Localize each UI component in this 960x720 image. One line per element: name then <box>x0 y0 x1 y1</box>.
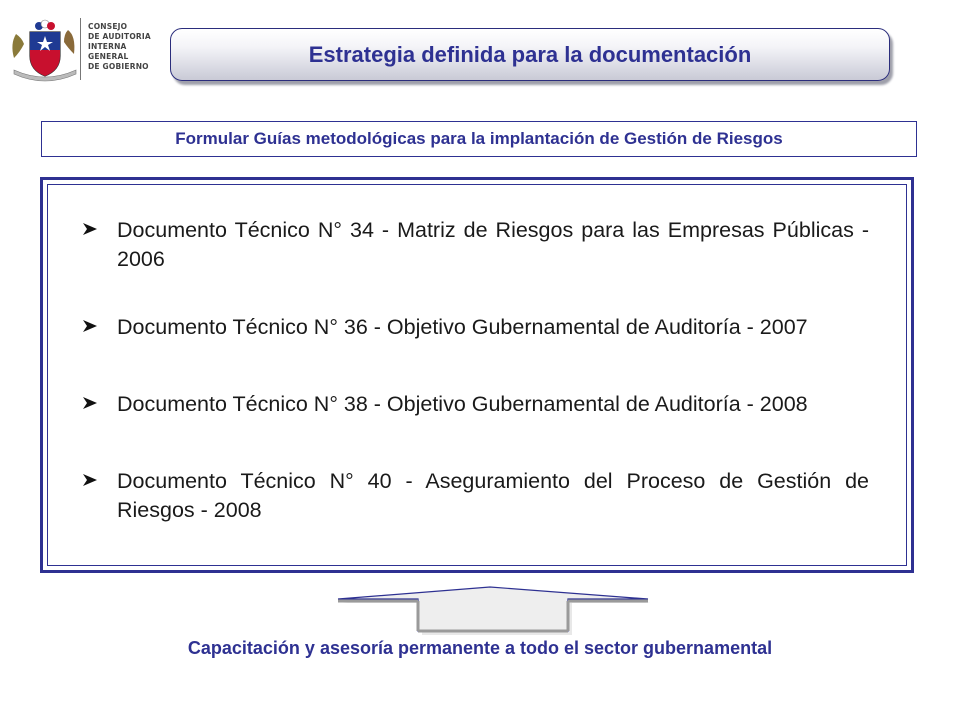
org-name-line: CONSEJO <box>88 22 128 31</box>
subtitle-text: Formular Guías metodológicas para la implantación de Gestión de Riesgos <box>175 129 783 148</box>
logo-divider <box>80 18 81 80</box>
document-item: Documento Técnico N° 40 - Aseguramiento del Proceso de Gestión de Riesgos - 2008 <box>117 469 869 522</box>
org-name-line: GENERAL <box>88 52 129 61</box>
document-item: Documento Técnico N° 34 - Matriz de Riesgos para las Empresas Públicas - 2006 <box>117 218 869 271</box>
org-name-line: INTERNA <box>88 42 127 51</box>
block-arrow-connector-icon <box>330 585 650 637</box>
arrow-right-bullet-icon <box>82 395 98 411</box>
arrow-right-bullet-icon <box>82 221 98 237</box>
arrow-right-bullet-icon <box>82 318 98 334</box>
document-item: Documento Técnico N° 36 - Objetivo Gubernamental de Auditoría - 2007 <box>117 315 808 339</box>
footer-text: Capacitación y asesoría permanente a todo el sector gubernamental <box>187 638 773 658</box>
org-name <box>88 22 151 72</box>
subtitle-box <box>41 121 917 157</box>
page-title: Estrategia definida para la documentación <box>308 41 752 67</box>
document-item: Documento Técnico N° 38 - Objetivo Gubernamental de Auditoría - 2008 <box>117 392 808 416</box>
org-name-line: DE AUDITORIA <box>88 32 151 41</box>
arrow-right-bullet-icon <box>82 472 98 488</box>
org-name-line: DE GOBIERNO <box>88 62 149 71</box>
title-banner <box>170 28 890 81</box>
